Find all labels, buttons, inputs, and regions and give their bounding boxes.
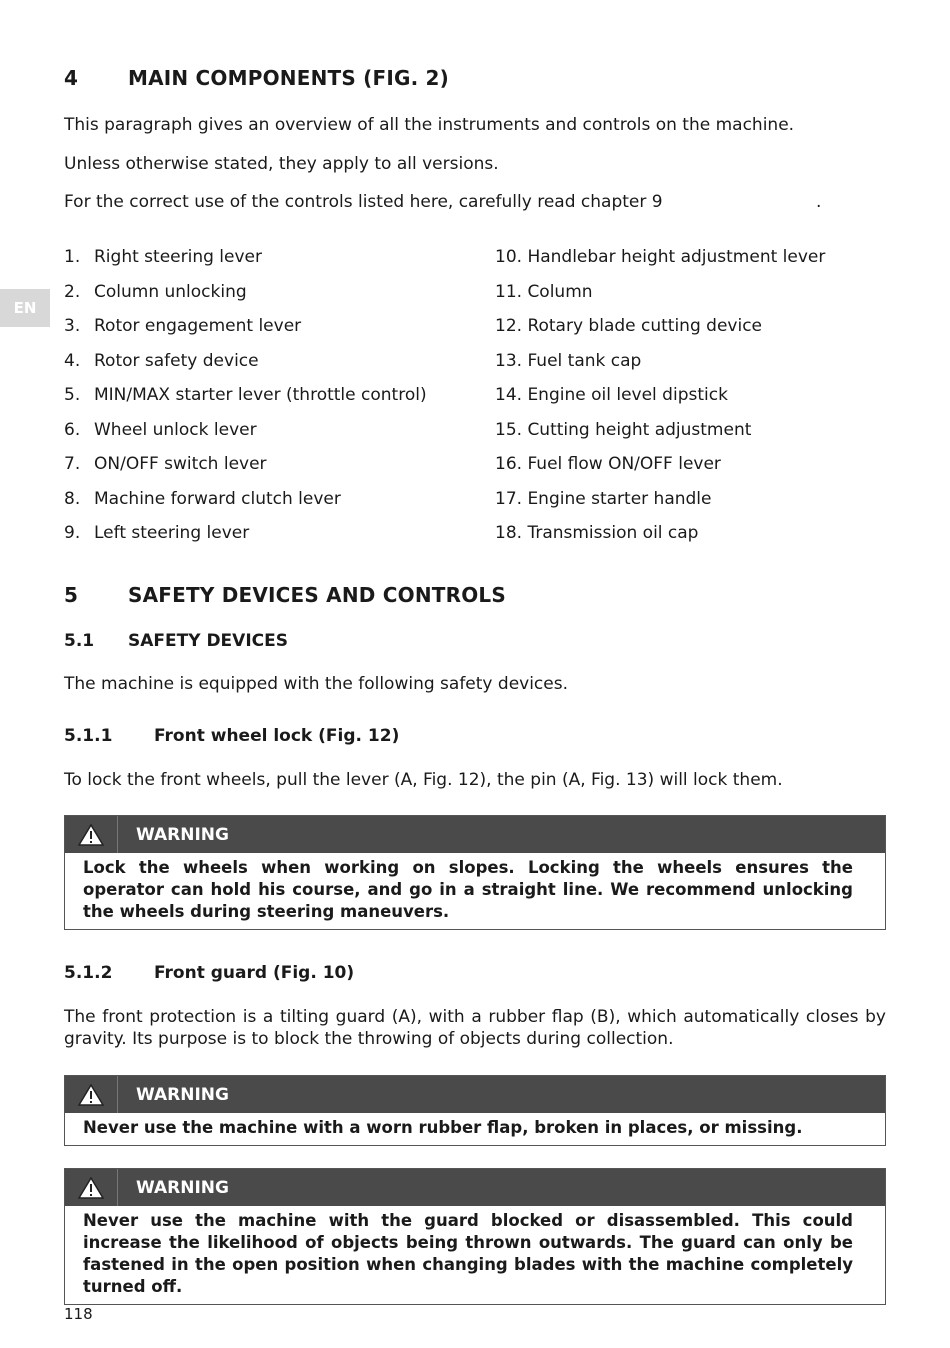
front-guard-text: The front protection is a tilting guard (A), with a rubber flap (B), which automatically closes by gravity. Its purpose is to block the throwing of objects during collection. <box>64 1007 886 1049</box>
subsection-number: 5.1 <box>64 631 95 651</box>
warning-title: WARNING <box>136 1084 229 1105</box>
list-item <box>64 316 301 336</box>
section-number: 5 <box>64 583 79 607</box>
subsection-number: 5.1.2 <box>64 963 113 983</box>
list-item: 13. Fuel tank cap <box>495 350 642 371</box>
safety-devices-intro: The machine is equipped with the following safety devices. <box>64 674 568 694</box>
list-item-number: 1. <box>64 247 81 267</box>
warning-header <box>65 816 885 853</box>
list-item-label: Wheel unlock lever <box>94 419 257 440</box>
paragraph-versions: Unless otherwise stated, they apply to all versions. <box>64 154 499 174</box>
warning-triangle-icon <box>65 816 118 853</box>
subsection-number: 5.1.1 <box>64 726 113 746</box>
front-wheel-lock-text: To lock the front wheels, pull the lever (A, Fig. 12), the pin (A, Fig. 13) will lock them. <box>64 770 783 790</box>
section-title: MAIN COMPONENTS (FIG. 2) <box>128 66 449 90</box>
list-item-number: 4. <box>64 350 81 371</box>
list-item: 14. Engine oil level dipstick <box>495 385 728 405</box>
list-item <box>64 247 262 267</box>
list-item-number: 9. <box>64 523 81 543</box>
list-item-number: 7. <box>64 454 81 474</box>
list-item-number: 6. <box>64 419 81 440</box>
list-item: 12. Rotary blade cutting device <box>495 316 762 336</box>
warning-box-rubber-flap <box>64 1075 886 1146</box>
list-item <box>64 489 341 509</box>
warning-text: Never use the machine with a worn rubber flap, broken in places, or missing. <box>83 1118 803 1137</box>
warning-title: WARNING <box>136 1177 229 1198</box>
list-item <box>64 523 249 543</box>
section-4-heading <box>64 66 864 92</box>
list-item-label: MIN/MAX starter lever (throttle control) <box>94 385 427 405</box>
section-5-1-heading <box>64 631 864 653</box>
warning-triangle-icon <box>65 1169 118 1206</box>
list-item-label: Rotor engagement lever <box>94 316 302 336</box>
paragraph-chapter-ref-end: . <box>816 192 822 212</box>
list-item <box>64 282 247 302</box>
subsection-title: SAFETY DEVICES <box>128 631 288 651</box>
list-item-number: 3. <box>64 316 81 336</box>
list-item-number: 5. <box>64 385 81 405</box>
section-number: 4 <box>64 66 79 90</box>
list-item-label: ON/OFF switch lever <box>94 454 267 474</box>
subsection-title: Front wheel lock (Fig. 12) <box>154 726 400 746</box>
list-item-label: Rotor safety device <box>94 350 259 371</box>
list-item-label: Column unlocking <box>94 281 247 302</box>
list-item: 11. Column <box>495 281 593 302</box>
page-number: 118 <box>64 1305 93 1323</box>
list-item: 16. Fuel flow ON/OFF lever <box>495 454 721 474</box>
paragraph-chapter-ref: For the correct use of the controls listed here, carefully read chapter 9 <box>64 192 663 212</box>
list-item: 17. Engine starter handle <box>495 488 712 509</box>
list-item <box>64 351 259 371</box>
warning-box-guard <box>64 1168 886 1305</box>
list-item-number: 2. <box>64 281 81 302</box>
list-item <box>64 385 427 405</box>
warning-title: WARNING <box>136 824 229 845</box>
list-item: 15. Cutting height adjustment <box>495 419 752 440</box>
list-item <box>64 454 267 474</box>
section-title: SAFETY DEVICES AND CONTROLS <box>128 583 506 607</box>
warning-triangle-icon <box>65 1076 118 1113</box>
section-5-1-2-heading <box>64 963 864 985</box>
section-5-1-1-heading <box>64 726 864 748</box>
warning-text: Lock the wheels when working on slopes. Locking the wheels ensures the operator can hold his course, and go in a straight line. We recommend unlocking the wheels during steering maneuvers. <box>83 858 853 921</box>
list-item-label: Left steering lever <box>94 523 250 543</box>
list-item-number: 8. <box>64 488 81 509</box>
language-tab: EN <box>0 289 50 327</box>
list-item: 10. Handlebar height adjustment lever <box>495 247 826 267</box>
warning-header <box>65 1169 885 1206</box>
list-item: 18. Transmission oil cap <box>495 523 699 543</box>
list-item-label: Machine forward clutch lever <box>94 488 341 509</box>
section-5-heading <box>64 583 864 609</box>
list-item-label: Right steering lever <box>94 247 262 267</box>
paragraph-overview: This paragraph gives an overview of all the instruments and controls on the machine. <box>64 115 795 135</box>
list-item <box>64 420 257 440</box>
warning-header <box>65 1076 885 1113</box>
warning-text: Never use the machine with the guard blocked or disassembled. This could increase the likelihood of objects being thrown outwards. The guard can only be fastened in the open position when changing blades with the machine completely turned off. <box>83 1211 853 1296</box>
subsection-title: Front guard (Fig. 10) <box>154 963 355 983</box>
warning-box-wheel-lock <box>64 815 886 930</box>
